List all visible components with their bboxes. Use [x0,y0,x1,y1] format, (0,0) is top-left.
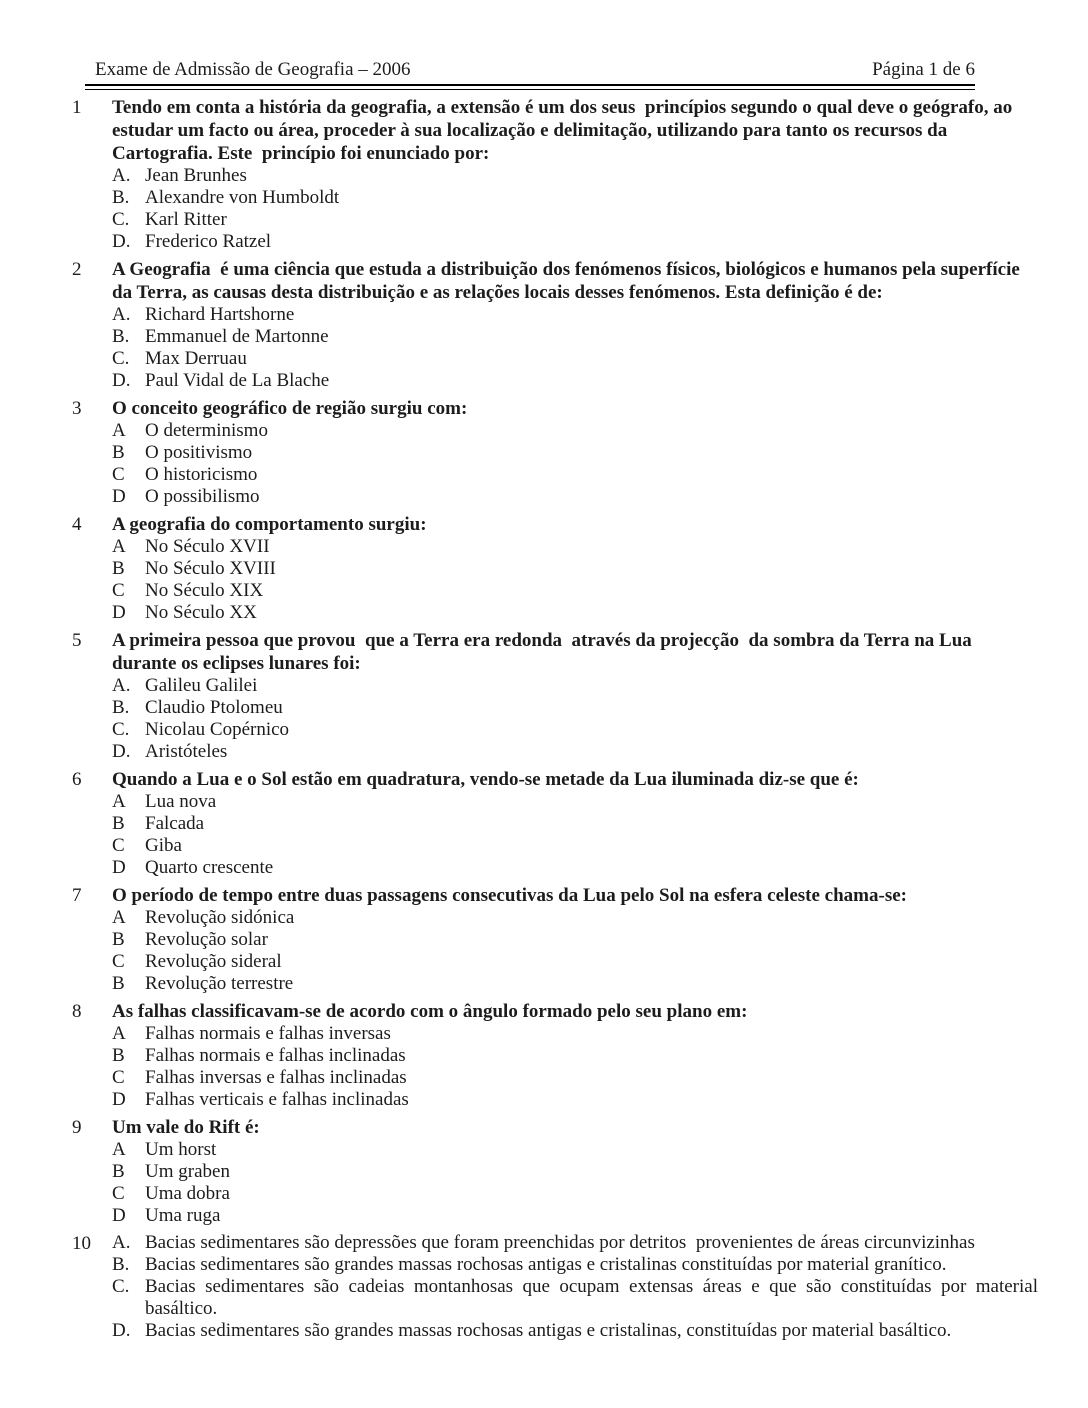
answer-option [112,580,1038,602]
option-letter: B [112,1161,125,1182]
answer-option [112,187,1038,209]
header-divider-double-rule [85,84,975,90]
option-letter: B [112,558,125,579]
options-list [112,1139,1038,1227]
option-text: Alexandre von Humboldt [145,187,340,208]
option-letter: C [112,464,125,485]
question [72,1232,1043,1342]
question-number: 9 [72,1117,82,1138]
question [72,397,1038,508]
question-stem: A Geografia é uma ciência que estuda a distribuição dos fenómenos físicos, biológicos e humanos pela superfície da Terra, as causas desta distribuição e as relações locais desses fenómenos. Esta definição é de: [112,259,1025,303]
question-row [72,258,1038,392]
option-letter: B. [112,187,130,208]
question-row [72,629,1038,763]
answer-option [112,1320,1038,1342]
option-text: Bacias sedimentares são cadeias montanhosas que ocupam extensas áreas e que são constituídas por material basáltico. [145,1276,1043,1319]
page-header [95,58,975,82]
options-list [112,1232,1043,1342]
question-stem: O conceito geográfico de região surgiu com: [112,398,468,419]
question [72,1000,1038,1111]
option-letter: D. [112,231,131,252]
options-list [112,165,1038,253]
option-letter: D [112,857,126,878]
option-text: Falhas inversas e falhas inclinadas [145,1067,407,1088]
question-stem: As falhas classificavam-se de acordo com o ângulo formado pelo seu plano em: [112,1001,748,1022]
question-number: 10 [72,1233,91,1254]
option-text: Revolução sidónica [145,907,295,928]
option-letter: D [112,1089,126,1110]
option-text: Um horst [145,1139,217,1160]
question-number: 1 [72,97,82,118]
question [72,629,1038,763]
question-row [72,1232,1043,1342]
option-text: Um graben [145,1161,230,1182]
option-letter: B. [112,1254,130,1275]
answer-option [112,929,1038,951]
header-title: Exame de Admissão de Geografia – 2006 [95,59,411,80]
question-number: 2 [72,259,82,280]
header-page-number: Página 1 de 6 [872,59,975,80]
question-stem: A geografia do comportamento surgiu: [112,514,427,535]
options-list [112,791,1038,879]
option-text: O determinismo [145,420,268,441]
question-number: 8 [72,1001,82,1022]
option-text: Bacias sedimentares são grandes massas rochosas antigas e cristalinas constituídas por material granítico. [145,1254,947,1275]
question-number: 5 [72,630,82,651]
answer-option [112,1067,1038,1089]
option-text: O positivismo [145,442,253,463]
answer-option [112,326,1038,348]
question-stem: Tendo em conta a história da geografia, a extensão é um dos seus princípios segundo o qual deve o geógrafo, ao estudar um facto ou área, proceder à sua localização e delimitação, utilizando para tanto os recursos da Cartografia. Este princípio foi enunciado por: [112,97,1017,164]
answer-option [112,907,1038,929]
option-letter: B [112,1045,125,1066]
option-letter: D. [112,1320,131,1341]
option-text: Karl Ritter [145,209,227,230]
answer-option [112,813,1038,835]
answer-option [112,1205,1038,1227]
option-letter: B. [112,326,130,347]
option-letter: C [112,835,125,856]
option-text: Nicolau Copérnico [145,719,290,740]
answer-option [112,697,1038,719]
answer-option [112,857,1038,879]
option-text: Revolução terrestre [145,973,294,994]
question-body [112,1000,1038,1111]
option-text: No Século XVII [145,536,270,557]
question-body [112,96,1038,253]
option-text: Galileu Galilei [145,675,258,696]
option-letter: A. [112,1232,131,1253]
question-row [72,1116,1038,1227]
answer-option [112,1045,1038,1067]
question-number: 4 [72,514,82,535]
options-list [112,1023,1038,1111]
option-letter: C [112,951,125,972]
option-letter: C. [112,1276,130,1297]
options-list [112,420,1038,508]
question [72,884,1038,995]
answer-option [112,675,1038,697]
answer-option [112,951,1038,973]
answer-option [112,442,1038,464]
answer-option [112,1183,1038,1205]
option-letter: C [112,1067,125,1088]
answer-option [112,536,1038,558]
question-stem: O período de tempo entre duas passagens consecutivas da Lua pelo Sol na esfera celeste chama-se: [112,885,907,906]
answer-option [112,1139,1038,1161]
question-body [112,1232,1043,1342]
option-letter: C [112,580,125,601]
option-text: Richard Hartshorne [145,304,295,325]
answer-option [112,209,1038,231]
question-row [72,397,1038,508]
question [72,768,1038,879]
answer-option [112,464,1038,486]
option-letter: C. [112,348,130,369]
answer-option [112,165,1038,187]
option-letter: A [112,791,126,812]
answer-option [112,1254,1038,1276]
answer-option [112,304,1038,326]
answer-option [112,486,1038,508]
option-letter: A [112,536,126,557]
option-text: No Século XX [145,602,257,623]
answer-option [112,719,1038,741]
answer-option [112,602,1038,624]
option-text: Revolução sideral [145,951,282,972]
question-row [72,513,1038,624]
question [72,1116,1038,1227]
option-text: Falhas normais e falhas inclinadas [145,1045,406,1066]
answer-option [112,1023,1038,1045]
option-text: Bacias sedimentares são depressões que foram preenchidas por detritos provenientes de áreas circunvizinhas [145,1232,975,1253]
options-list [112,907,1038,995]
option-text: Claudio Ptolomeu [145,697,283,718]
option-text: Revolução solar [145,929,268,950]
question [72,513,1038,624]
answer-option [112,420,1038,442]
answer-option [112,791,1038,813]
option-text: Jean Brunhes [145,165,247,186]
option-text: Max Derruau [145,348,247,369]
answer-option [112,370,1038,392]
question-body [112,258,1038,392]
option-letter: B [112,973,125,994]
option-letter: B [112,813,125,834]
options-list [112,304,1038,392]
option-letter: B. [112,697,130,718]
option-letter: C. [112,209,130,230]
question-stem: Quando a Lua e o Sol estão em quadratura, vendo-se metade da Lua iluminada diz-se que é: [112,769,859,790]
answer-option [112,1161,1038,1183]
options-list [112,536,1038,624]
question-row [72,884,1038,995]
option-text: Emmanuel de Martonne [145,326,329,347]
option-letter: C [112,1183,125,1204]
option-text: Falhas normais e falhas inversas [145,1023,391,1044]
question-row [72,1000,1038,1111]
option-letter: A [112,1139,126,1160]
answer-option [112,1089,1038,1111]
question [72,96,1038,253]
answer-option [112,558,1038,580]
option-letter: A. [112,675,131,696]
answer-option [112,741,1038,763]
option-text: Uma dobra [145,1183,230,1204]
option-text: Giba [145,835,182,856]
option-text: No Século XVIII [145,558,276,579]
option-text: Falcada [145,813,205,834]
answer-option [112,835,1038,857]
answer-option [112,973,1038,995]
question-number: 6 [72,769,82,790]
option-text: Falhas verticais e falhas inclinadas [145,1089,409,1110]
question-body [112,768,1038,879]
option-text: Quarto crescente [145,857,274,878]
option-text: Uma ruga [145,1205,221,1226]
option-letter: D [112,1205,126,1226]
option-text: Frederico Ratzel [145,231,272,252]
answer-option [112,348,1038,370]
option-text: Lua nova [145,791,217,812]
question-number: 3 [72,398,82,419]
question-body [112,397,1038,508]
question-body [112,513,1038,624]
question-row [72,96,1038,253]
option-text: Bacias sedimentares são grandes massas rochosas antigas e cristalinas, constituídas por material basáltico. [145,1320,952,1341]
question-body [112,884,1038,995]
option-letter: A. [112,165,131,186]
option-letter: D [112,602,126,623]
question-row [72,768,1038,879]
option-text: Paul Vidal de La Blache [145,370,330,391]
option-text: No Século XIX [145,580,264,601]
question-number: 7 [72,885,82,906]
answer-option [112,1232,1038,1254]
question-body [112,1116,1038,1227]
option-letter: C. [112,719,130,740]
question [72,258,1038,392]
answer-option [112,231,1038,253]
question-stem: Um vale do Rift é: [112,1117,260,1138]
option-letter: A [112,907,126,928]
option-text: O possibilismo [145,486,260,507]
question-stem: A primeira pessoa que provou que a Terra era redonda através da projecção da sombra da Terra na Lua durante os eclipses lunares foi: [112,630,977,674]
option-letter: B [112,929,125,950]
option-letter: B [112,442,125,463]
answer-option [112,1276,1043,1320]
option-letter: D. [112,370,131,391]
option-letter: A [112,1023,126,1044]
option-text: O historicismo [145,464,258,485]
option-letter: A [112,420,126,441]
questions-list [72,96,1043,1342]
option-letter: D. [112,741,131,762]
option-text: Aristóteles [145,741,228,762]
option-letter: A. [112,304,131,325]
option-letter: D [112,486,126,507]
options-list [112,675,1038,763]
question-body [112,629,1038,763]
